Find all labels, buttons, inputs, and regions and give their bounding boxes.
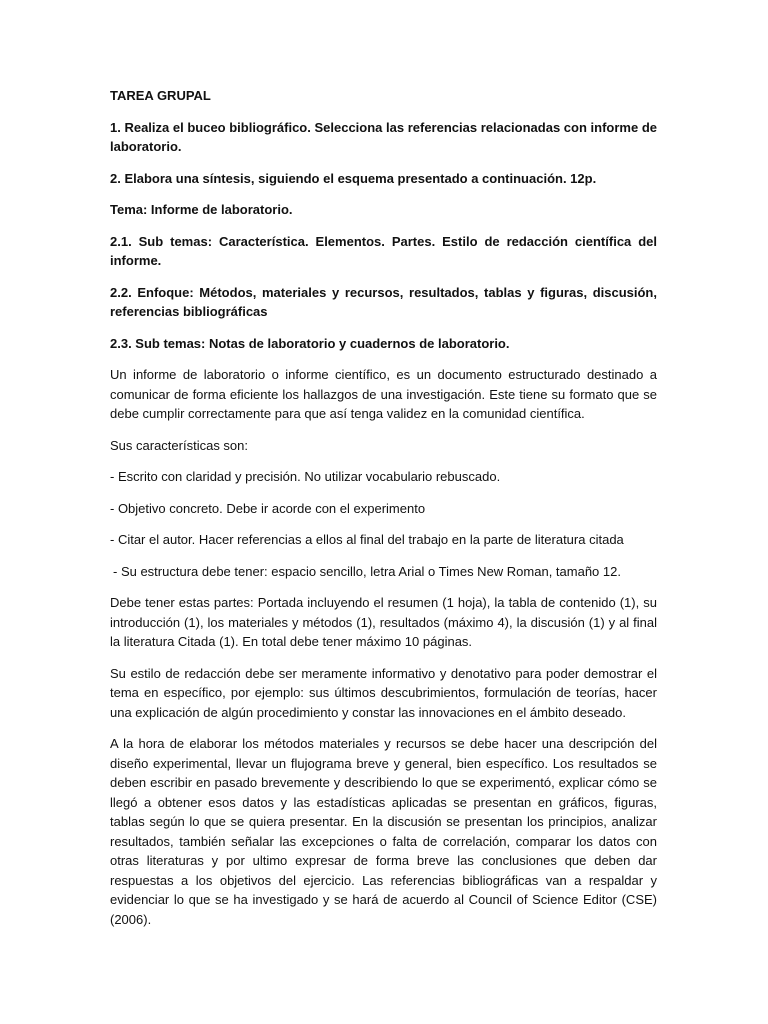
intro-paragraph: Un informe de laboratorio o informe científico, es un documento estructurado destinado a comunicar de forma eficiente los hallazgos de una investigación. Este tiene su formato que se debe cumplir correctamente para que así tenga validez en la comunidad científica. — [110, 367, 657, 421]
characteristic-item: - Citar el autor. Hacer referencias a ellos al final del trabajo en la parte de literatura citada — [110, 532, 624, 547]
topic-heading: Tema: Informe de laboratorio. — [110, 202, 293, 217]
characteristics-heading: Sus características son: — [110, 437, 248, 453]
approach-2-2: 2.2. Enfoque: Métodos, materiales y recursos, resultados, tablas y figuras, discusión, referencias bibliográficas — [110, 284, 657, 319]
subtopics-2-1: 2.1. Sub temas: Característica. Elementos. Partes. Estilo de redacción científica del informe. — [110, 233, 657, 268]
document-title: TAREA GRUPAL — [110, 88, 211, 103]
document-page — [110, 86, 657, 941]
characteristic-item: - Escrito con claridad y precisión. No utilizar vocabulario rebuscado. — [110, 469, 501, 484]
parts-paragraph: Debe tener estas partes: Portada incluyendo el resumen (1 hoja), la tabla de contenido (1), su introducción (1), los materiales y métodos (1), resultados (máximo 4), la discusión (1) y al final la literatura Citada (1). En total debe tener máximo 10 páginas. — [110, 595, 657, 649]
style-paragraph: Su estilo de redacción debe ser meramente informativo y denotativo para poder demostrar el tema en específico, por ejemplo: sus últimos descubrimientos, formulación de teorías, hacer una explicación de algún procedimiento y constar las innovaciones en el ámbito deseado. — [110, 665, 657, 720]
methods-paragraph: A la hora de elaborar los métodos materiales y recursos se debe hacer una descripción del diseño experimental, llevar un flujograma breve y general, bien específico. Los resultados se deben escribir en pasado brevemente y describiendo lo que se experimentó, explicar cómo se llegó a obtener esos datos y las estadísticas aplicadas se presentan en gráficos, figuras, tablas según lo que se quiera presentar. En la discusión se presentan los principios, analizar resultados, también señalar las excepciones o falta de correlación, comparar los datos con otras literaturas y por ultimo expresar de forma breve las conclusiones que deben dar respuestas a los objetivos del ejercicio. Las referencias bibliográficas van a respaldar y evidenciar lo que se ha investigado y se hará de acuerdo al Council of Science Editor (CSE) (2006). — [110, 736, 657, 927]
subtopics-2-3: 2.3. Sub temas: Notas de laboratorio y cuadernos de laboratorio. — [110, 335, 510, 351]
characteristic-item: - Su estructura debe tener: espacio sencillo, letra Arial o Times New Roman, tamaño 12. — [113, 563, 621, 579]
instruction-1: 1. Realiza el buceo bibliográfico. Selecciona las referencias relacionadas con informe de laboratorio. — [110, 119, 657, 154]
instruction-2: 2. Elabora una síntesis, siguiendo el esquema presentado a continuación. 12p. — [110, 170, 597, 186]
characteristic-item: - Objetivo concreto. Debe ir acorde con el experimento — [110, 500, 426, 516]
